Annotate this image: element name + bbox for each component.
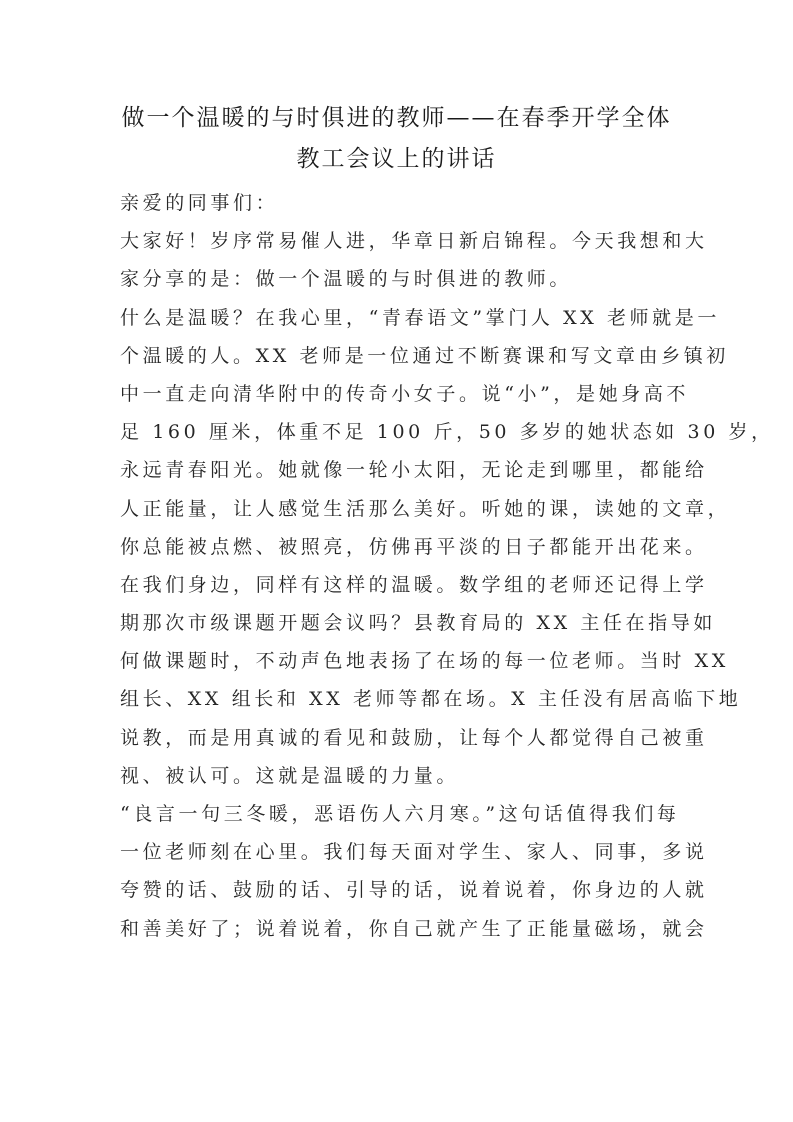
body-line: 和善美好了；说着说着，你自己就产生了正能量磁场，就会 [120, 917, 708, 940]
salutation: 亲爱的同事们： [120, 192, 279, 214]
body-line: 家分享的是：做一个温暖的与时俱进的教师。 [120, 268, 573, 291]
document-body [120, 189, 774, 953]
body-line: 什么是温暖？在我心里，“青春语文”掌门人 XX 老师就是一 [120, 306, 720, 329]
body-line: 永远青春阳光。她就像一轮小太阳，无论走到哪里，都能给 [120, 459, 708, 482]
body-line: 你总能被点燃、被照亮，仿佛再平淡的日子都能开出花来。 [120, 535, 708, 558]
body-line: 说教，而是用真诚的看见和鼓励，让每个人都觉得自己被重 [120, 726, 708, 749]
body-line: 一位老师刻在心里。我们每天面对学生、家人、同事，多说 [120, 841, 708, 864]
body-line: 夸赞的话、鼓励的话、引导的话，说着说着，你身边的人就 [120, 879, 708, 902]
body-line: 个温暖的人。XX 老师是一位通过不断赛课和写文章由乡镇初 [120, 344, 729, 367]
body-line: 期那次市级课题开题会议吗？县教育局的 XX 主任在指导如 [120, 612, 716, 635]
body-line: 足 160 厘米，体重不足 100 斤，50 多岁的她状态如 30 岁， [120, 421, 774, 444]
body-line: 人正能量，让人感觉生活那么美好。听她的课，读她的文章， [120, 497, 731, 520]
document-title-line-2: 教工会议上的讲话 [296, 146, 497, 172]
body-line: 视、被认可。这就是温暖的力量。 [120, 764, 460, 787]
body-line: 大家好！岁序常易催人进，华章日新启锦程。今天我想和大 [120, 230, 708, 253]
document-title-line-1: 做一个温暖的与时俱进的教师——在春季开学全体 [121, 105, 672, 131]
body-line: 在我们身边，同样有这样的温暖。数学组的老师还记得上学 [120, 573, 708, 596]
body-line: 何做课题时，不动声色地表扬了在场的每一位老师。当时 XX [120, 650, 729, 673]
body-line: 组长、XX 组长和 XX 老师等都在场。X 主任没有居高临下地 [120, 688, 742, 711]
body-line: 中一直走向清华附中的传奇小女子。说“小”，是她身高不 [120, 382, 690, 405]
body-line: “良言一句三冬暖，恶语伤人六月寒。”这句话值得我们每 [120, 803, 680, 825]
